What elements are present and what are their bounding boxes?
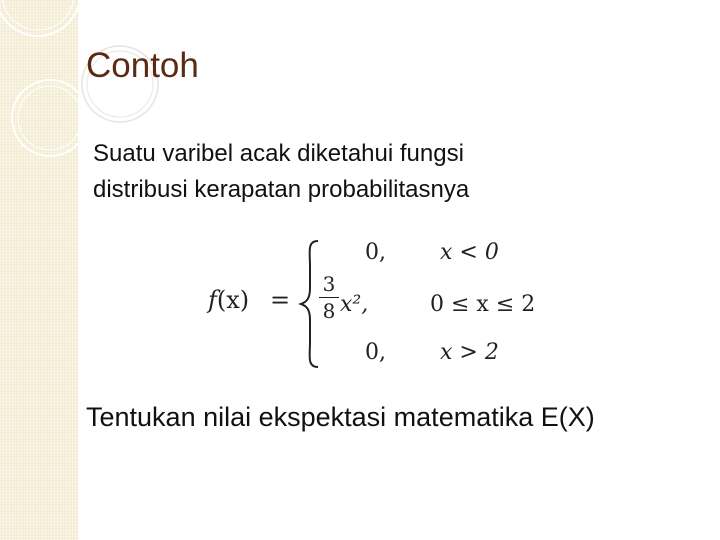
case1-condition: x < 0 xyxy=(440,240,499,265)
formula-equals: = xyxy=(270,286,291,314)
fraction-three-eighths xyxy=(319,272,339,323)
case3-condition: x > 2 xyxy=(440,340,499,365)
formula-argument: (x) xyxy=(216,286,250,314)
case2-condition: 0 ≤ x ≤ 2 xyxy=(430,292,536,317)
pdf-formula xyxy=(200,232,560,372)
formula-lhs xyxy=(208,286,249,314)
question-text: Tentukan nilai ekspektasi matematika E(X) xyxy=(86,402,595,432)
fraction-numerator: 3 xyxy=(319,272,339,298)
intro-text xyxy=(93,136,693,208)
case3-value: 0, xyxy=(365,340,386,365)
intro-line-1: Suatu varibel acak diketahui fungsi xyxy=(93,140,464,167)
intro-line-2: distribusi kerapatan probabilitasnya xyxy=(93,176,470,203)
case1-value: 0, xyxy=(365,240,386,265)
formula-function-name: f xyxy=(208,286,217,314)
slide-title: Contoh xyxy=(86,46,199,85)
case2-term: x², xyxy=(340,292,369,317)
fraction-denominator: 8 xyxy=(322,299,336,323)
